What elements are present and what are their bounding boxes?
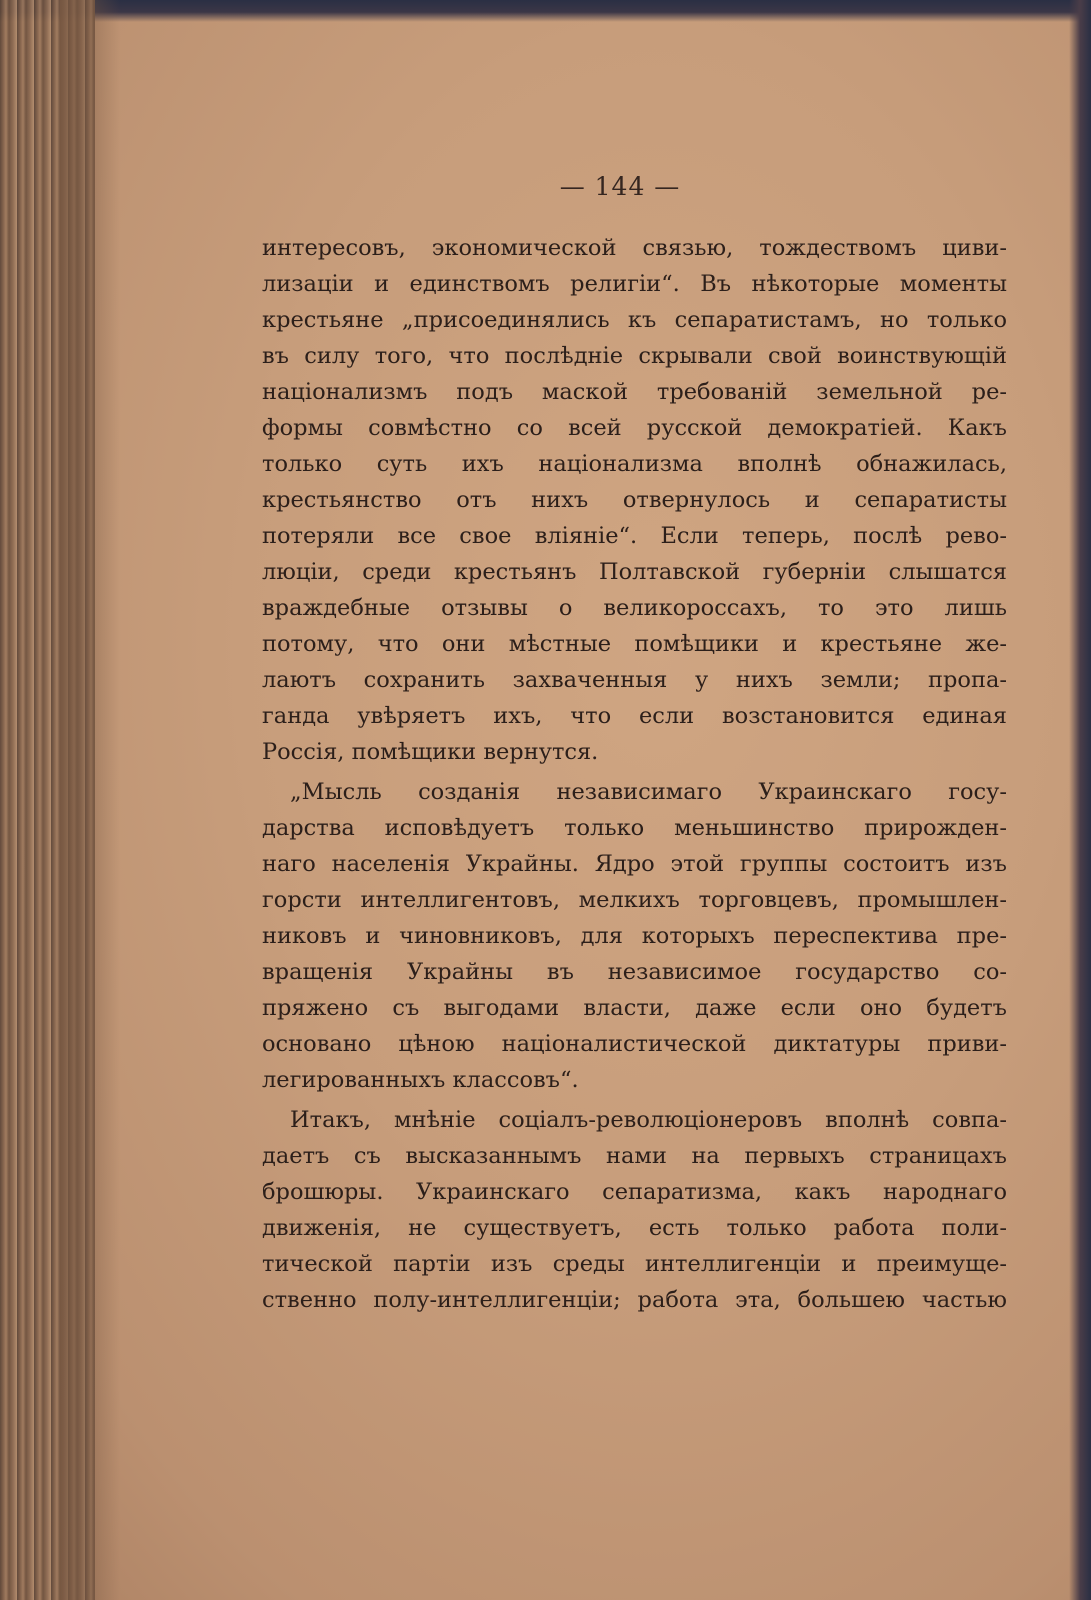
text-line: только суть ихъ націонализма вполнѣ обнажилась,: [262, 451, 1007, 477]
text-line: въ силу того, что послѣдніе скрывали свой воинствующій: [262, 343, 1007, 369]
text-line: ственно полу-интеллигенціи; работа эта, большею частью: [262, 1287, 1007, 1313]
text-line: брошюры. Украинскаго сепаратизма, какъ народнаго: [262, 1179, 1007, 1205]
text-line: націонализмъ подъ маской требованій земельной ре-: [262, 379, 1007, 405]
spine-shadow: [60, 0, 120, 1600]
text-line: Итакъ, мнѣніе соціалъ-революціонеровъ вполнѣ совпа-: [290, 1107, 1007, 1133]
text-line: потеряли все свое вліяніе“. Если теперь, послѣ рево-: [262, 523, 1007, 549]
page-top-edge: [0, 0, 1091, 22]
text-line: формы совмѣстно со всей русской демократіей. Какъ: [262, 415, 1007, 441]
text-line: интересовъ, экономической связью, тождествомъ циви-: [262, 235, 1007, 261]
text-line: „Мысль созданія независимаго Украинскаго госу-: [290, 779, 1007, 805]
text-line: лаютъ сохранить захваченныя у нихъ земли; пропа-: [262, 667, 1007, 693]
text-line: никовъ и чиновниковъ, для которыхъ переспектива пре-: [262, 923, 1007, 949]
text-line: враждебные отзывы о великороссахъ, то это лишь: [262, 595, 1007, 621]
text-line: лизаціи и единствомъ религіи“. Въ нѣкоторые моменты: [262, 271, 1007, 297]
text-line: легированныхъ классовъ“.: [262, 1067, 579, 1093]
text-line: даетъ съ высказаннымъ нами на первыхъ страницахъ: [262, 1143, 1007, 1169]
text-line: наго населенія Украйны. Ядро этой группы состоитъ изъ: [262, 851, 1007, 877]
text-line: Россія, помѣщики вернутся.: [262, 739, 599, 765]
text-line: движенія, не существуетъ, есть только работа поли-: [262, 1215, 1007, 1241]
text-line: горсти интеллигентовъ, мелкихъ торговцевъ, промышлен-: [262, 887, 1007, 913]
text-line: крестьянство отъ нихъ отвернулось и сепаратисты: [262, 487, 1007, 513]
text-line: люціи, среди крестьянъ Полтавской губерніи слышатся: [262, 559, 1007, 585]
text-line: ганда увѣряетъ ихъ, что если возстановится единая: [262, 703, 1007, 729]
page-right-edge: [1069, 0, 1091, 1600]
text-line: потому, что они мѣстные помѣщики и крестьяне же-: [262, 631, 1007, 657]
text-line: пряжено съ выгодами власти, даже если оно будетъ: [262, 995, 1007, 1021]
body-text: [262, 230, 1007, 1318]
text-line: основано цѣною націоналистической диктатуры приви-: [262, 1031, 1007, 1057]
text-line: дарства исповѣдуетъ только меньшинство прирожден-: [262, 815, 1007, 841]
text-line: вращенія Украйны въ независимое государство со-: [262, 959, 1007, 985]
page-number: — 144 —: [559, 172, 681, 201]
text-line: тической партіи изъ среды интеллигенціи и преимуще-: [262, 1251, 1007, 1277]
text-line: крестьяне „присоединялись къ сепаратистамъ, но только: [262, 307, 1007, 333]
